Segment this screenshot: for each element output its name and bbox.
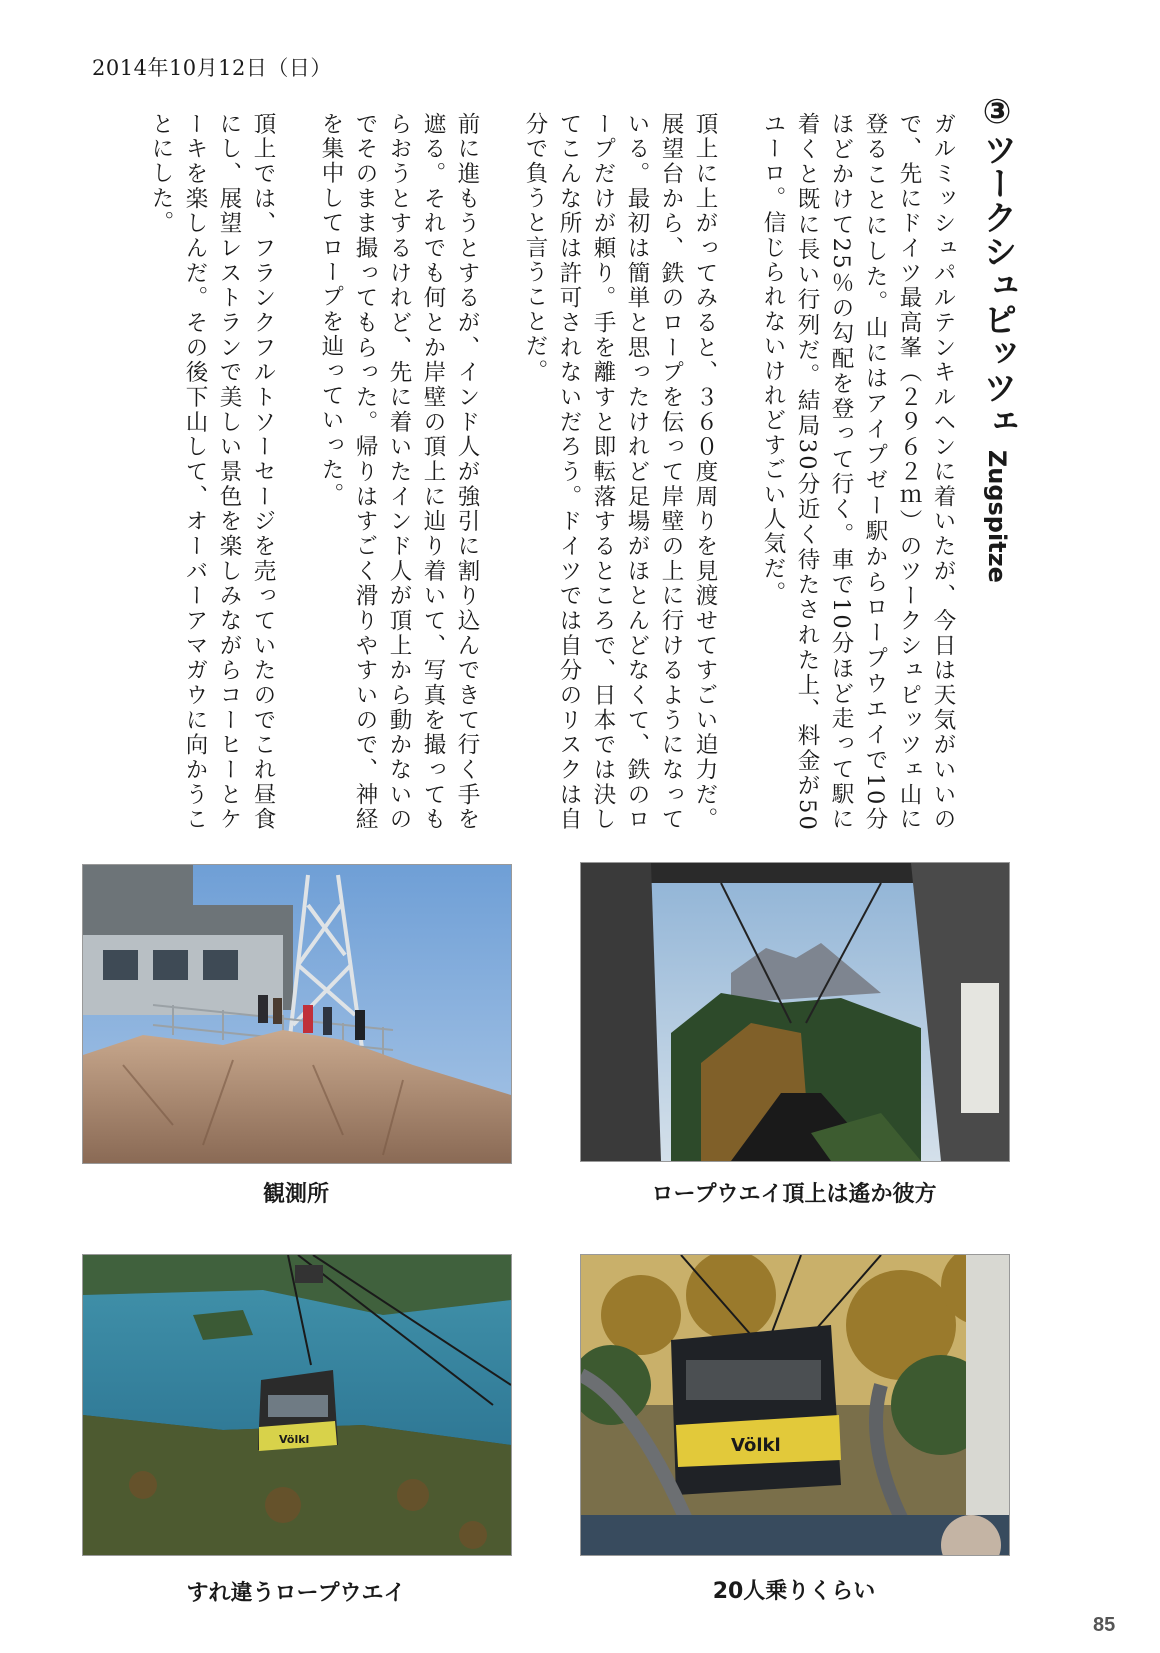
article-paragraph: 頂上に上がってみると、３６０度周りを見渡せてすごい迫力だ。展望台から、鉄のロープを伝って岸壁の上に行けるようになっている。最初は簡単と思ったけれど足場がほとんどなくて、鉄のロープだけが頼り。手を離すと即転落するところで、日本では決してこんな所は許可されないだろう。ドイツでは自分のリスクは自分で負うと言うことだ。 [522, 112, 718, 832]
article-title-jp: ③ツークシュピッツェ [977, 92, 1017, 438]
photo-cable-car-summit-view [580, 862, 1010, 1162]
photo-cable-car-cabin [580, 1254, 1010, 1556]
photo-caption: すれ違うロープウエイ [186, 1581, 406, 1606]
photo-caption: ロープウエイ頂上は遙か彼方 [651, 1182, 937, 1207]
article-title [972, 92, 1022, 583]
page-date: 2014年10月12日（日） [92, 56, 332, 80]
article-body [100, 112, 960, 832]
photo-passing-cable-car [82, 1254, 512, 1556]
page-number: 85 [1093, 1614, 1116, 1636]
cabin-brand-text: Völkl [731, 1435, 781, 1456]
article-paragraph: 頂上では、フランクフルトソーセージを売っていたのでこれ昼食にし、展望レストランで美しい景色を楽しみながらコーヒーとケーキを楽しんだ。その後下山して、オーバーアマガウに向かうことにした。 [148, 112, 276, 832]
article-title-en: Zugspitze [983, 449, 1011, 583]
cabin-brand-text: Völkl [279, 1433, 310, 1446]
article-paragraph: 前に進もうとするが、インド人が強引に割り込んできて行く手を遮る。それでも何とか岸壁の頂上に辿り着いて、写真を撮ってもらおうとするけれど、先に着いたインド人が頂上から動かないのでそのまま撮ってもらった。帰りはすごく滑りやすいので、神経を集中してロープを辿っていった。 [318, 112, 480, 832]
photo-observatory [82, 864, 512, 1164]
article-paragraph: ガルミッシュパルテンキルヘンに着いたが、今日は天気がいいので、先にドイツ最高峯（２９６２ｍ）のツークシュピッツェ山に登ることにした。山にはアイプゼー駅からロープウエイで10分ほどかけて25％の勾配を登って行く。車で10分ほど走って駅に着くと既に長い行列だ。結局30分近く待たされた上、料金が50ユーロ。信じられないけれどすごい人気だ。 [760, 112, 956, 832]
photo-caption: 観測所 [262, 1182, 329, 1207]
photo-caption: 20人乗りくらい [712, 1579, 876, 1604]
